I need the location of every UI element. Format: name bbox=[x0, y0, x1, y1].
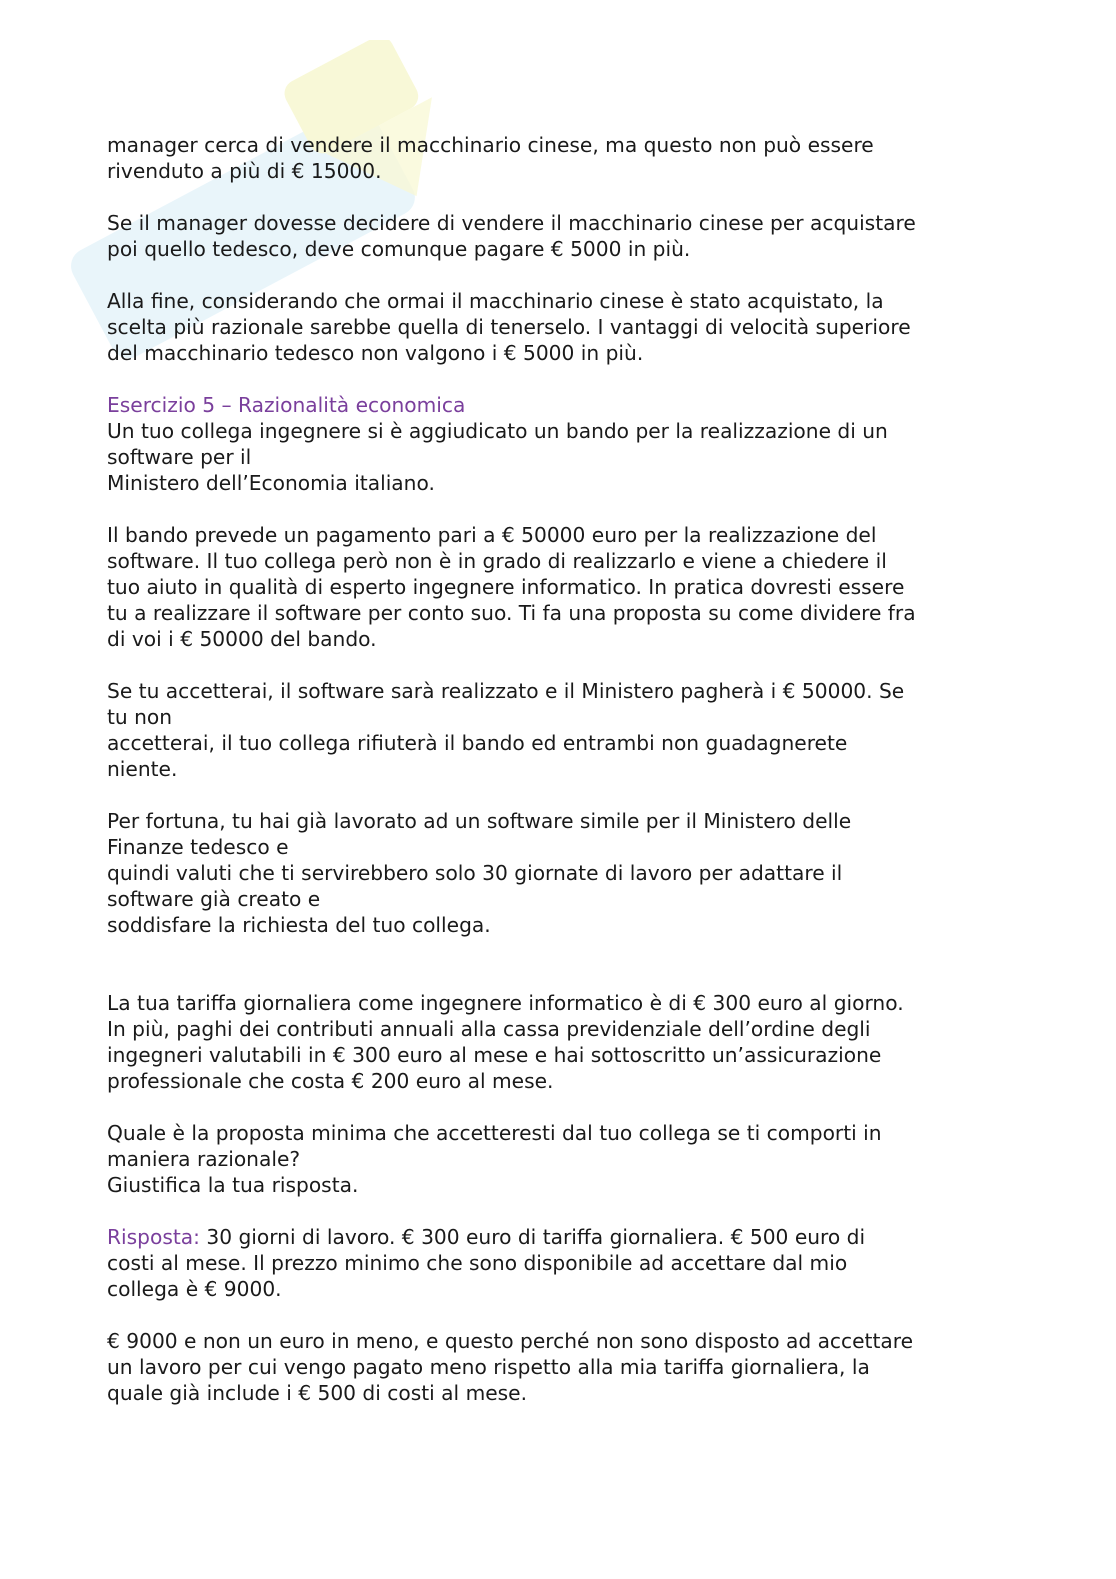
text-line: maniera razionale? bbox=[107, 1147, 301, 1171]
paragraph-6 bbox=[107, 678, 1007, 782]
spacer bbox=[107, 184, 1007, 210]
spacer bbox=[107, 262, 1007, 288]
text-line: Un tuo collega ingegnere si è aggiudicato un bando per la realizzazione di un bbox=[107, 419, 888, 443]
spacer bbox=[107, 1198, 1007, 1224]
spacer bbox=[107, 496, 1007, 522]
text-line: software per il bbox=[107, 445, 252, 469]
text-line: Il bando prevede un pagamento pari a € 50000 euro per la realizzazione del bbox=[107, 523, 877, 547]
text-line: software. Il tuo collega però non è in grado di realizzarlo e viene a chiedere il bbox=[107, 549, 887, 573]
text-line: un lavoro per cui vengo pagato meno rispetto alla mia tariffa giornaliera, la bbox=[107, 1355, 870, 1379]
text-line: Alla fine, considerando che ormai il macchinario cinese è stato acquistato, la bbox=[107, 289, 884, 313]
paragraph-9 bbox=[107, 1120, 1007, 1198]
text-line: Ministero dell’Economia italiano. bbox=[107, 471, 435, 495]
text-line: tu non bbox=[107, 705, 173, 729]
paragraph-11 bbox=[107, 1328, 1007, 1406]
paragraph-4 bbox=[107, 418, 1007, 496]
text-line: Quale è la proposta minima che accetteresti dal tuo collega se ti comporti in bbox=[107, 1121, 882, 1145]
text-line: niente. bbox=[107, 757, 178, 781]
text-line: ingegneri valutabili in € 300 euro al mese e hai sottoscritto un’assicurazione bbox=[107, 1043, 882, 1067]
document-body bbox=[107, 132, 1007, 1406]
answer-label: Risposta: bbox=[107, 1225, 200, 1249]
text-line: accetterai, il tuo collega rifiuterà il bando ed entrambi non guadagnerete bbox=[107, 731, 848, 755]
answer-paragraph bbox=[107, 1224, 1007, 1302]
text-line: quindi valuti che ti servirebbero solo 30 giornate di lavoro per adattare il bbox=[107, 861, 843, 885]
answer-first-text: 30 giorni di lavoro. € 300 euro di tariffa giornaliera. € 500 euro di bbox=[199, 1225, 866, 1249]
text-line: manager cerca di vendere il macchinario cinese, ma questo non può essere bbox=[107, 133, 874, 157]
text-line: La tua tariffa giornaliera come ingegnere informatico è di € 300 euro al giorno. bbox=[107, 991, 904, 1015]
paragraph-5 bbox=[107, 522, 1007, 652]
text-line: collega è € 9000. bbox=[107, 1277, 282, 1301]
text-line: poi quello tedesco, deve comunque pagare € 5000 in più. bbox=[107, 237, 691, 261]
exercise-heading: Esercizio 5 – Razionalità economica bbox=[107, 393, 466, 417]
spacer bbox=[107, 366, 1007, 392]
spacer bbox=[107, 782, 1007, 808]
paragraph-3 bbox=[107, 288, 1007, 366]
text-line: professionale che costa € 200 euro al mese. bbox=[107, 1069, 554, 1093]
paragraph-7 bbox=[107, 808, 1007, 938]
text-line: del macchinario tedesco non valgono i € 5000 in più. bbox=[107, 341, 644, 365]
answer-first-line bbox=[107, 1224, 1007, 1250]
text-line: rivenduto a più di € 15000. bbox=[107, 159, 382, 183]
text-line: tu a realizzare il software per conto suo. Ti fa una proposta su come dividere fra bbox=[107, 601, 916, 625]
text-line: di voi i € 50000 del bando. bbox=[107, 627, 377, 651]
spacer bbox=[107, 1302, 1007, 1328]
text-line: software già creato e bbox=[107, 887, 321, 911]
text-line: Finanze tedesco e bbox=[107, 835, 289, 859]
text-line: Giustifica la tua risposta. bbox=[107, 1173, 359, 1197]
text-line: Per fortuna, tu hai già lavorato ad un software simile per il Ministero delle bbox=[107, 809, 852, 833]
spacer bbox=[107, 652, 1007, 678]
text-line: tuo aiuto in qualità di esperto ingegnere informatico. In pratica dovresti essere bbox=[107, 575, 905, 599]
text-line: scelta più razionale sarebbe quella di tenerselo. I vantaggi di velocità superiore bbox=[107, 315, 911, 339]
spacer bbox=[107, 938, 1007, 964]
text-line: Se tu accetterai, il software sarà realizzato e il Ministero pagherà i € 50000. Se bbox=[107, 679, 905, 703]
paragraph-1 bbox=[107, 132, 1007, 184]
text-line: € 9000 e non un euro in meno, e questo perché non sono disposto ad accettare bbox=[107, 1329, 914, 1353]
text-line: In più, paghi dei contributi annuali alla cassa previdenziale dell’ordine degli bbox=[107, 1017, 871, 1041]
text-line: costi al mese. Il prezzo minimo che sono disponibile ad accettare dal mio bbox=[107, 1251, 848, 1275]
text-line: soddisfare la richiesta del tuo collega. bbox=[107, 913, 491, 937]
text-line: quale già include i € 500 di costi al mese. bbox=[107, 1381, 528, 1405]
text-line: Se il manager dovesse decidere di vendere il macchinario cinese per acquistare bbox=[107, 211, 916, 235]
paragraph-8 bbox=[107, 990, 1007, 1094]
spacer bbox=[107, 964, 1007, 990]
spacer bbox=[107, 1094, 1007, 1120]
paragraph-2 bbox=[107, 210, 1007, 262]
